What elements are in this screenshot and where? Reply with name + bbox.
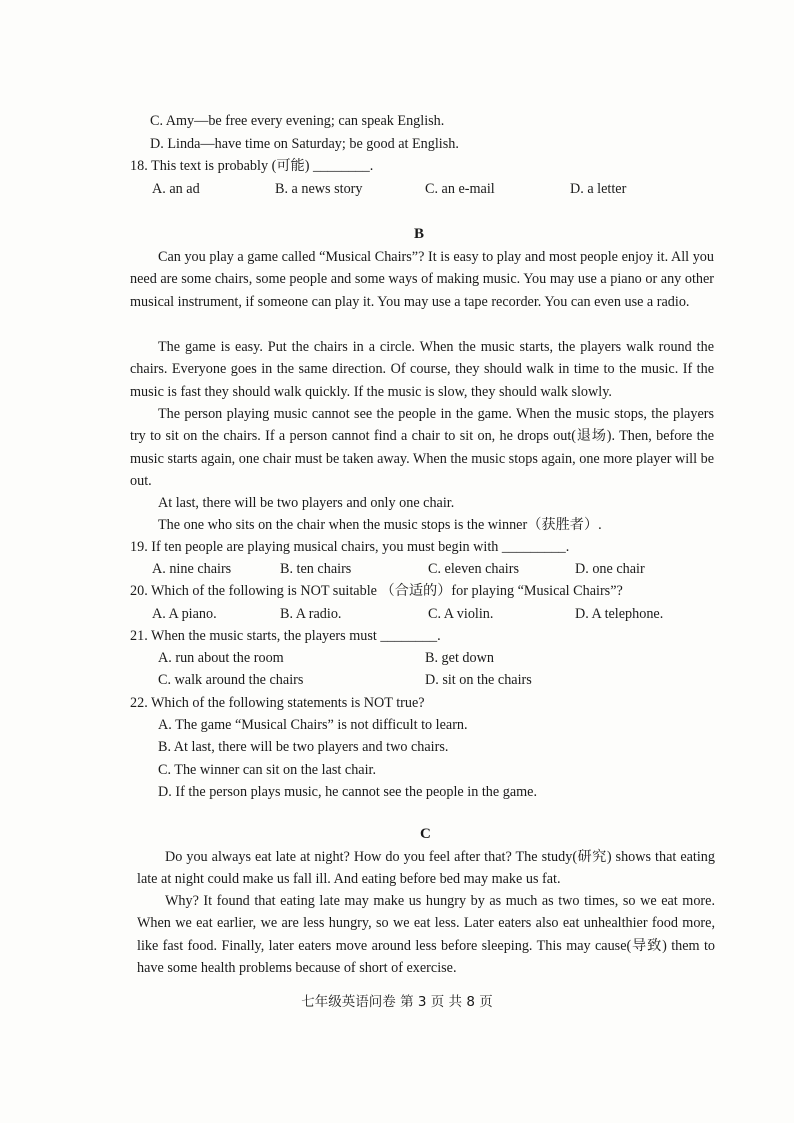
q18-stem: 18. This text is probably (可能) ________. (130, 158, 374, 174)
passage-b-paragraph-1: Can you play a game called “Musical Chairs”? It is easy to play and most people enjoy it. All you need are some chairs, some people and some ways of making music. You may use a piano or any other musical instrument, if someone can play it. You may use a tape recorder. You can even use a radio. (130, 249, 714, 310)
q21-option-d: D. sit on the chairs (425, 672, 532, 688)
q21-option-a: A. run about the room (158, 650, 284, 666)
q20-option-d: D. A telephone. (575, 606, 664, 622)
passage-c-paragraph-2: Why? It found that eating late may make us hungry by as much as two times, so we eat more. When we eat earlier, we are less hungry, so we eat less. Later eaters also eat unhealthier food more, like fast food. Finally, later eaters move around less before sleeping. This may cause(导致) them to have some health problems because of short of exercise. (137, 893, 715, 976)
q19-option-c: C. eleven chairs (428, 561, 519, 577)
passage-b-paragraph-5: The one who sits on the chair when the music stops is the winner（获胜者）. (158, 517, 602, 533)
q22-stem: 22. Which of the following statements is NOT true? (130, 695, 425, 711)
q17-option-d: D. Linda—have time on Saturday; be good at English. (150, 136, 459, 152)
q22-option-a: A. The game “Musical Chairs” is not difficult to learn. (158, 717, 468, 733)
q22-option-b: B. At last, there will be two players and two chairs. (158, 739, 449, 755)
passage-b-title: B (414, 226, 425, 242)
q19-option-d: D. one chair (575, 561, 645, 577)
passage-b-paragraph-2: The game is easy. Put the chairs in a circle. When the music starts, the players walk round the chairs. Everyone goes in the same direction. Of course, they should walk in time to the music. If the music is fast they should walk quickly. If the music is slow, they should walk slowly. (130, 339, 714, 400)
passage-c-paragraph-1: Do you always eat late at night? How do you feel after that? The study(研究) shows that eating late at night could make us fall ill. And eating before bed may make us fat. (137, 849, 715, 888)
q19-option-a: A. nine chairs (152, 561, 232, 577)
passage-b-paragraph-3: The person playing music cannot see the people in the game. When the music stops, the players try to sit on the chairs. If a person cannot find a chair to sit on, he drops out(退场). Then, before the music starts again, one chair must be taken away. When the music stops again, one more player will be out. (130, 406, 714, 489)
q21-option-b: B. get down (425, 650, 494, 666)
q20-option-c: C. A violin. (428, 606, 494, 622)
q18-option-a: A. an ad (152, 181, 200, 197)
page-footer: 七年级英语问卷 第 3 页 共 8 页 (301, 994, 493, 1010)
q21-option-c: C. walk around the chairs (158, 672, 304, 688)
q20-stem: 20. Which of the following is NOT suitable （合适的）for playing “Musical Chairs”? (130, 583, 623, 599)
q18-option-c: C. an e-mail (425, 181, 495, 197)
q17-option-c: C. Amy—be free every evening; can speak English. (150, 113, 445, 129)
q19-stem: 19. If ten people are playing musical chairs, you must begin with _________. (130, 539, 570, 555)
passage-b-paragraph-4: At last, there will be two players and only one chair. (158, 495, 455, 511)
q22-option-d: D. If the person plays music, he cannot see the people in the game. (158, 784, 538, 800)
q18-option-d: D. a letter (570, 181, 627, 197)
passage-c-title: C (420, 826, 431, 842)
q19-option-b: B. ten chairs (280, 561, 352, 577)
q18-option-b: B. a news story (275, 181, 363, 197)
q20-option-b: B. A radio. (280, 606, 342, 622)
q22-option-c: C. The winner can sit on the last chair. (158, 762, 377, 778)
q21-stem: 21. When the music starts, the players must ________. (130, 628, 441, 644)
q20-option-a: A. A piano. (152, 606, 217, 622)
